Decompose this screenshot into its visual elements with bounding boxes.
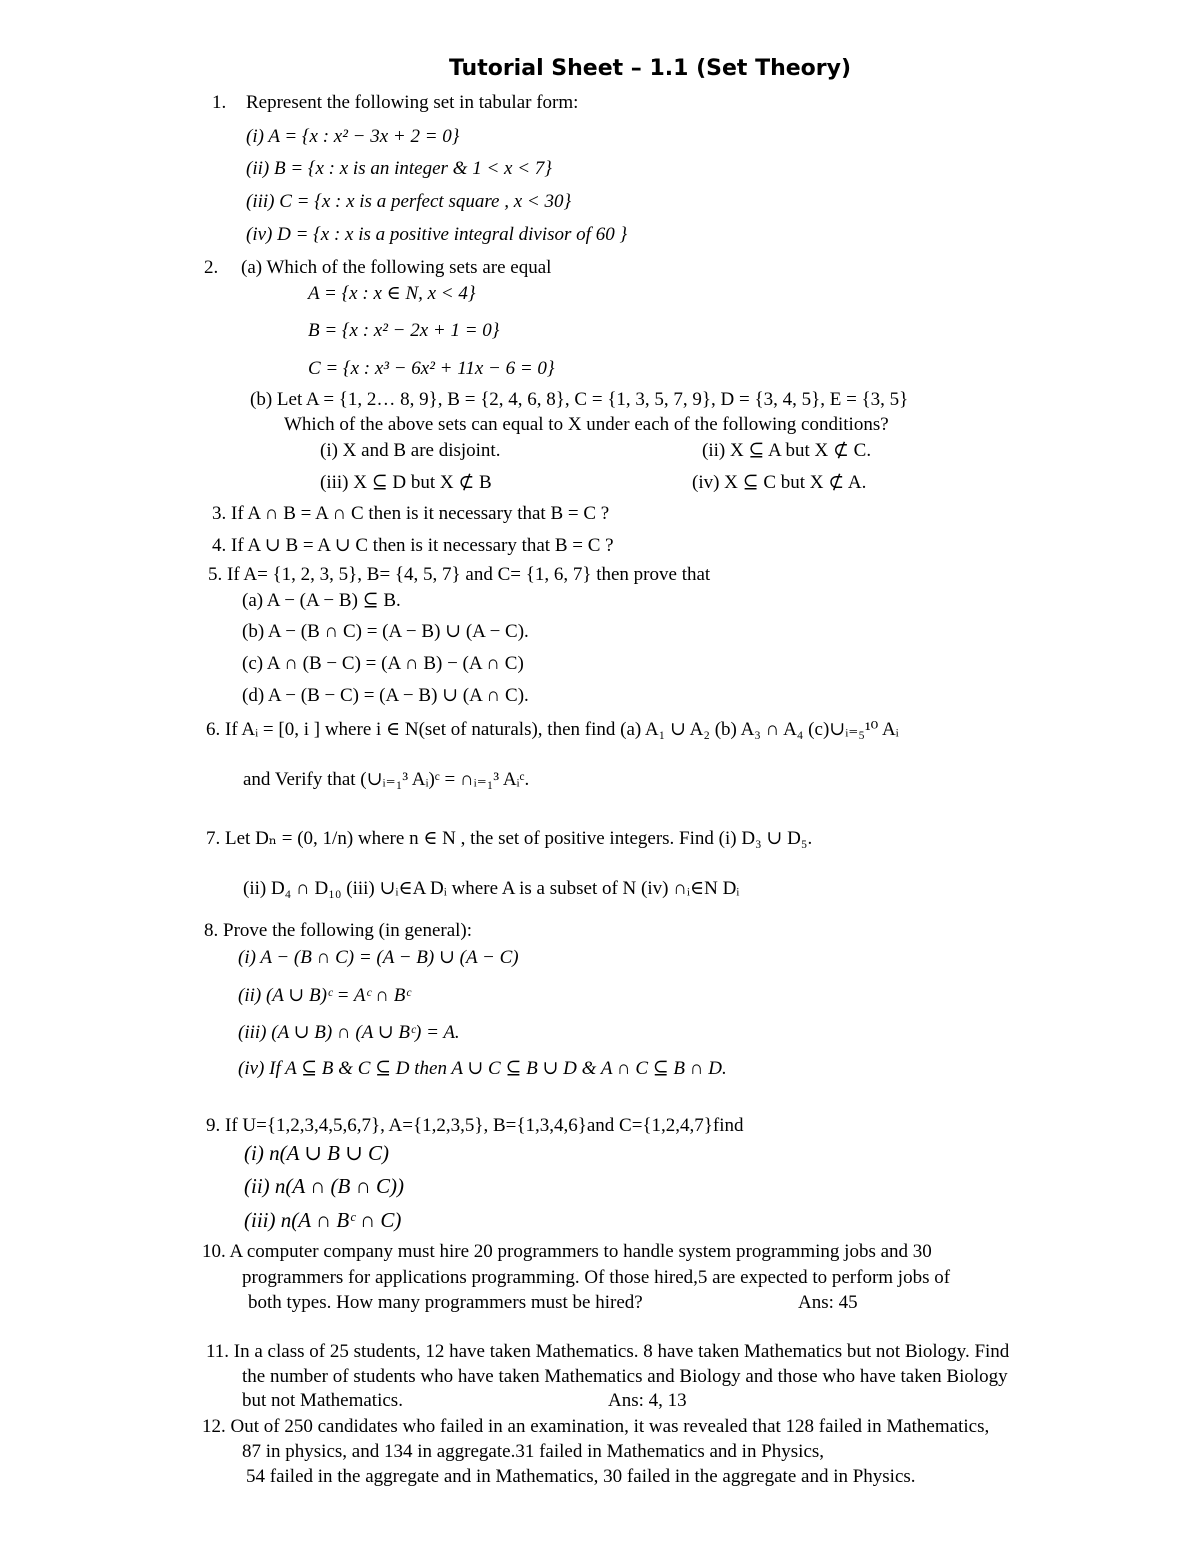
q1-number: 1. <box>212 92 227 113</box>
q4-text: 4. If A ∪ B = A ∪ C then is it necessary that B = C ? <box>212 535 614 556</box>
q9-part-i: (i) n(A ∪ B ∪ C) <box>244 1141 390 1165</box>
q1-part-iii: (iii) C = {x : x is a perfect square , x < 30} <box>246 191 572 212</box>
q7-text: 7. Let Dₙ = (0, 1/n) where n ∈ N , the set of positive integers. Find (i) D₃ ∪ D₅. <box>206 828 813 849</box>
q8-part-iv: (iv) If A ⊆ B & C ⊆ D then A ∪ C ⊆ B ∪ D & A ∩ C ⊆ B ∩ D. <box>238 1058 727 1079</box>
q2-set-b: B = {x : x² − 2x + 1 = 0} <box>308 320 500 341</box>
q10-answer: Ans: 45 <box>798 1292 858 1313</box>
q11-line-1: 11. In a class of 25 students, 12 have taken Mathematics. 8 have taken Mathematics but not Biology. Find <box>206 1341 1010 1362</box>
page-title: Tutorial Sheet – 1.1 (Set Theory) <box>448 56 852 81</box>
q9-part-ii: (ii) n(A ∩ (B ∩ C)) <box>244 1174 404 1198</box>
q8-part-iii: (iii) (A ∪ B) ∩ (A ∪ Bᶜ) = A. <box>238 1022 460 1043</box>
q11-line-3: but not Mathematics. <box>242 1390 403 1411</box>
q5-part-d: (d) A − (B − C) = (A − B) ∪ (A ∩ C). <box>242 685 529 706</box>
q3-text: 3. If A ∩ B = A ∩ C then is it necessary that B = C ? <box>212 503 610 524</box>
q5-part-c: (c) A ∩ (B − C) = (A ∩ B) − (A ∩ C) <box>242 653 524 674</box>
q5-part-a: (a) A − (A − B) ⊆ B. <box>242 590 401 611</box>
q9-part-iii: (iii) n(A ∩ Bᶜ ∩ C) <box>244 1208 402 1232</box>
q11-line-2: the number of students who have taken Mathematics and Biology and those who have taken Biology <box>242 1366 1008 1387</box>
q5-part-b: (b) A − (B ∩ C) = (A − B) ∪ (A − C). <box>242 621 529 642</box>
q2-condition-iii: (iii) X ⊆ D but X ⊄ B <box>320 472 492 493</box>
q8-text: 8. Prove the following (in general): <box>204 920 473 941</box>
q2-part-b: (b) Let A = {1, 2… 8, 9}, B = {2, 4, 6, 8}, C = {1, 3, 5, 7, 9}, D = {3, 4, 5}, E = {3, 5} <box>250 389 909 410</box>
q2-set-c: C = {x : x³ − 6x² + 11x − 6 = 0} <box>308 358 555 379</box>
q2-set-a: A = {x : x ∈ N, x < 4} <box>308 283 476 304</box>
q2-number: 2. <box>204 257 219 278</box>
q1-part-ii: (ii) B = {x : x is an integer & 1 < x < 7} <box>246 158 552 179</box>
q1-part-i: (i) A = {x : x² − 3x + 2 = 0} <box>246 126 460 147</box>
q10-line-3: both types. How many programmers must be hired? <box>248 1292 643 1313</box>
q12-line-1: 12. Out of 250 candidates who failed in an examination, it was revealed that 128 failed in Mathematics, <box>202 1416 990 1437</box>
q1-text: Represent the following set in tabular form: <box>246 92 579 113</box>
q6-text: 6. If Aᵢ = [0, i ] where i ∈ N(set of naturals), then find (a) A₁ ∪ A₂ (b) A₃ ∩ A₄ (c)∪ᵢ₌₅¹⁰ Aᵢ <box>206 719 899 740</box>
q2-condition-ii: (ii) X ⊆ A but X ⊄ C. <box>702 440 872 461</box>
q12-line-2: 87 in physics, and 134 in aggregate.31 failed in Mathematics and in Physics, <box>242 1441 825 1462</box>
q2-part-b-question: Which of the above sets can equal to X under each of the following conditions? <box>284 414 889 435</box>
q2-condition-i: (i) X and B are disjoint. <box>320 440 501 461</box>
q2-part-a: (a) Which of the following sets are equal <box>241 257 552 278</box>
q7-parts: (ii) D₄ ∩ D₁₀ (iii) ∪ᵢ∈A Dᵢ where A is a subset of N (iv) ∩ᵢ∈N Dᵢ <box>243 878 740 899</box>
q10-line-1: 10. A computer company must hire 20 programmers to handle system programming jobs and 30 <box>202 1241 932 1262</box>
q10-line-2: programmers for applications programming. Of those hired,5 are expected to perform jobs of <box>242 1267 951 1288</box>
q12-line-3: 54 failed in the aggregate and in Mathematics, 30 failed in the aggregate and in Physics. <box>246 1466 916 1487</box>
q5-text: 5. If A= {1, 2, 3, 5}, B= {4, 5, 7} and C= {1, 6, 7} then prove that <box>208 564 711 585</box>
q2-condition-iv: (iv) X ⊆ C but X ⊄ A. <box>692 472 867 493</box>
q9-text: 9. If U={1,2,3,4,5,6,7}, A={1,2,3,5}, B={1,3,4,6}and C={1,2,4,7}find <box>206 1115 744 1136</box>
q8-part-ii: (ii) (A ∪ B)ᶜ = Aᶜ ∩ Bᶜ <box>238 985 411 1006</box>
q8-part-i: (i) A − (B ∩ C) = (A − B) ∪ (A − C) <box>238 947 519 968</box>
q11-answer: Ans: 4, 13 <box>608 1390 687 1411</box>
q6-verify: and Verify that (∪ᵢ₌₁³ Aᵢ)ᶜ = ∩ᵢ₌₁³ Aᵢᶜ. <box>243 769 530 790</box>
q1-part-iv: (iv) D = {x : x is a positive integral divisor of 60 } <box>246 224 628 245</box>
